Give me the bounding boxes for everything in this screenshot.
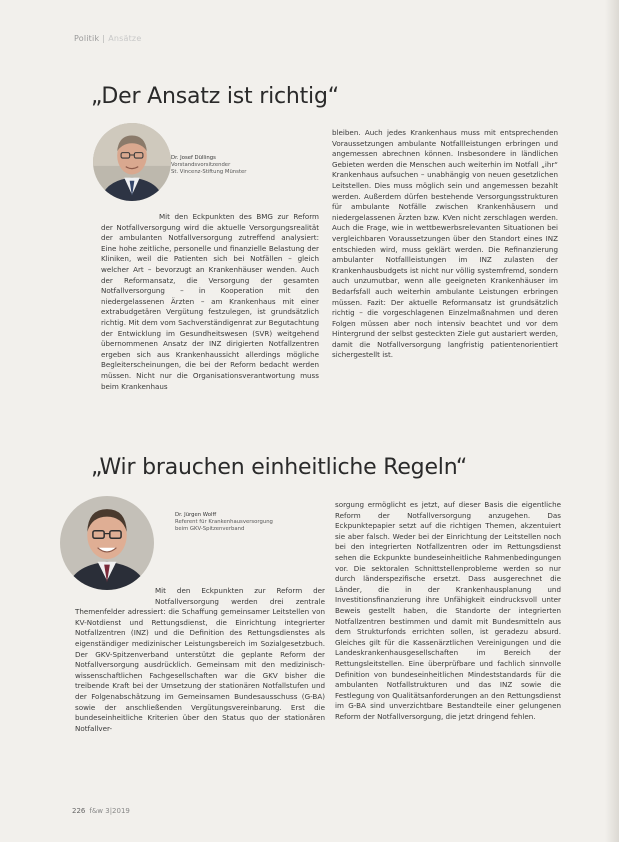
- author-name: Dr. Josef Düllings: [171, 155, 216, 161]
- subsection-label: Ansätze: [108, 34, 142, 43]
- page-edge-shadow: [605, 0, 619, 842]
- section-separator: |: [102, 34, 106, 43]
- author-role: Referent für Krankenhausversorgung: [175, 519, 273, 525]
- article2-headline: „Wir brauchen einheitliche Regeln“: [91, 455, 468, 480]
- portrait-photo-article2: [60, 496, 154, 590]
- page-number: 226: [72, 807, 86, 815]
- portrait-photo-article1: [93, 123, 171, 201]
- portrait-man-glasses-smiling-icon: [60, 496, 154, 590]
- section-label: Politik: [74, 34, 100, 43]
- page-footer: [72, 807, 130, 815]
- author-role: Vorstandsvorsitzender: [171, 162, 231, 168]
- article1-body-right-column: bleiben. Auch jedes Krankenhaus muss mit entsprechenden Voraussetzungen ambulante Notfallleistungen erbringen und angemessen abrechnen können. Insbesondere in ländlichen Gebieten werden die Menschen auch weiterhin im Notfall „ihr“ Krankenhaus aufsuchen – unabhängig von neuen gesetzlichen Leitstellen. Dies muss möglich sein und angemessen bezahlt werden. Außerdem dürfen bestehende Versorgungsstrukturen für ambulante Notfälle zwischen Krankenhäusern und niedergelassenen Ärzten bzw. KVen nicht zerschlagen werden. Auch die Frage, wie in wettbewerbsrelevanten Situationen bei vergleichbaren Voraussetzungen über den Standort eines INZ entschieden wird, muss geklärt werden. Die Refinanzierung ambulanter Notfallleistungen im INZ zulasten der Krankenhausbudgets ist nicht nur völlig systemfremd, sondern auch unzumutbar, wenn alle geeigneten Krankenhäuser im Bedarfsfall auch weiterhin ambulante Leistungen erbringen müssen. Fazit: Der aktuelle Reformansatz ist grundsätzlich richtig – die vorgeschlagenen Einzelmaßnahmen und deren Folgen müssen aber noch intensiv beachtet und vor dem Hintergrund der selbst gesteckten Ziele gut austariert werden, damit die Notfallversorgung langfristig patientenorientiert sichergestellt ist.: [332, 128, 558, 360]
- article1-body-left-column: Mit den Eckpunkten des BMG zur Reform der Notfallversorgung wird die aktuelle Versorgungsrealität der ambulanten Notfallversorgung zutreffend analysiert: Eine hohe zeitliche, personelle und finanzielle Belastung der Kliniken, weil die Patienten sich bei Notfällen – gleich welcher Art – bevorzugt an Krankenhäuser wenden. Auch der Reformansatz, die Versorgung der gesamten Notfallversorgung – in Kooperation mit den niedergelassenen Ärzten – am Krankenhaus mit einer extrabudgetären Vergütung festzulegen, ist grundsätzlich richtig. Mit dem vom Sachverständigenrat zur Begutachtung der Entwicklung im Gesundheitswesen (SVR) weitgehend übernommenen Ansatz der INZ dirigierten Notfallzentren ergeben sich aus Krankenhaussicht allerdings mögliche Begleiterscheinungen, die bei der Reform bedacht werden müssen. Nicht nur die Organisationsverantwortung muss beim Krankenhaus: [101, 212, 319, 391]
- article2-body-left-column: Mit den Eckpunkten zur Reform der Notfallversorgung werden drei zentrale Themenfelder adressiert: die Schaffung gemeinsamer Leitstellen von KV-Notdienst und Rettungsdienst, die Einrichtung integrierter Notfallzentren (INZ) und die Definition des Rettungsdienstes als eigenständiger medizinischer Leistungsbereich im Sozialgesetzbuch. Der GKV-Spitzenverband unterstützt die geplante Reform der Notfallversorgung ausdrücklich. Gemeinsam mit den medizinisch-wissenschaftlichen Fachgesellschaften war die GKV bisher die treibende Kraft bei der Umsetzung der stationären Notfallstufen und der Folgenabschätzung im Gemeinsamen Bundesausschuss (G-BA) sowie der anschließenden Vergütungsvereinbarung. Erst die bundeseinheitliche Kriterien über den Status quo der stationären Notfallver-: [75, 586, 325, 733]
- article1-author-caption: [171, 155, 331, 176]
- article2-author-caption: [175, 512, 325, 533]
- author-name: Dr. Jürgen Wolff: [175, 512, 217, 518]
- author-organization: St. Vincenz-Stiftung Münster: [171, 169, 247, 175]
- issue-label: f&w 3|2019: [89, 807, 130, 815]
- section-kicker: [74, 34, 141, 43]
- article2-body-right-column: sorgung ermöglicht es jetzt, auf dieser Basis die eigentliche Reform der Notfallversorgung anzugehen. Das Eckpunktepapier setzt auf die richtigen Themen, akzentuiert sie aber falsch. Weder bei der Einrichtung der Leitstellen noch bei den integrierten Notfallzentren oder im Rettungsdienst sehen die Eckpunkte bundeseinheitliche Rahmenbedingungen vor. Die sektoralen Schnittstellenprobleme werden so nur durch länderspezifische ersetzt. Dass ausgerechnet die Länder, die in der Krankenhausplanung und Investitionsfinanzierung ihre Unfähigkeit eindrucksvoll unter Beweis gestellt haben, die Standorte der integrierten Notfallzentren bestimmen und damit mit Bundesmitteln aus dem Strukturfonds errichten sollen, ist geradezu absurd. Gleiches gilt für die Kassenärztlichen Vereinigungen und die Landeskrankenhausgesellschaften im Bereich der Rettungsleitstellen. Eine überprüfbare und fachlich sinnvolle Definition von bundeseinheitlichen Mindeststandards für die ambulanten Notfallstrukturen und das INZ sowie die Festlegung von Qualitätsanforderungen an den Rettungsdienst im G-BA sind unverzichtbare Bestandteile einer gelungenen Reform der Notfallversorgung, die jetzt dringend fehlen.: [335, 500, 561, 721]
- author-organization: beim GKV-Spitzenverband: [175, 526, 245, 532]
- article1-headline: „Der Ansatz ist richtig“: [91, 84, 339, 109]
- portrait-man-glasses-icon: [93, 123, 171, 201]
